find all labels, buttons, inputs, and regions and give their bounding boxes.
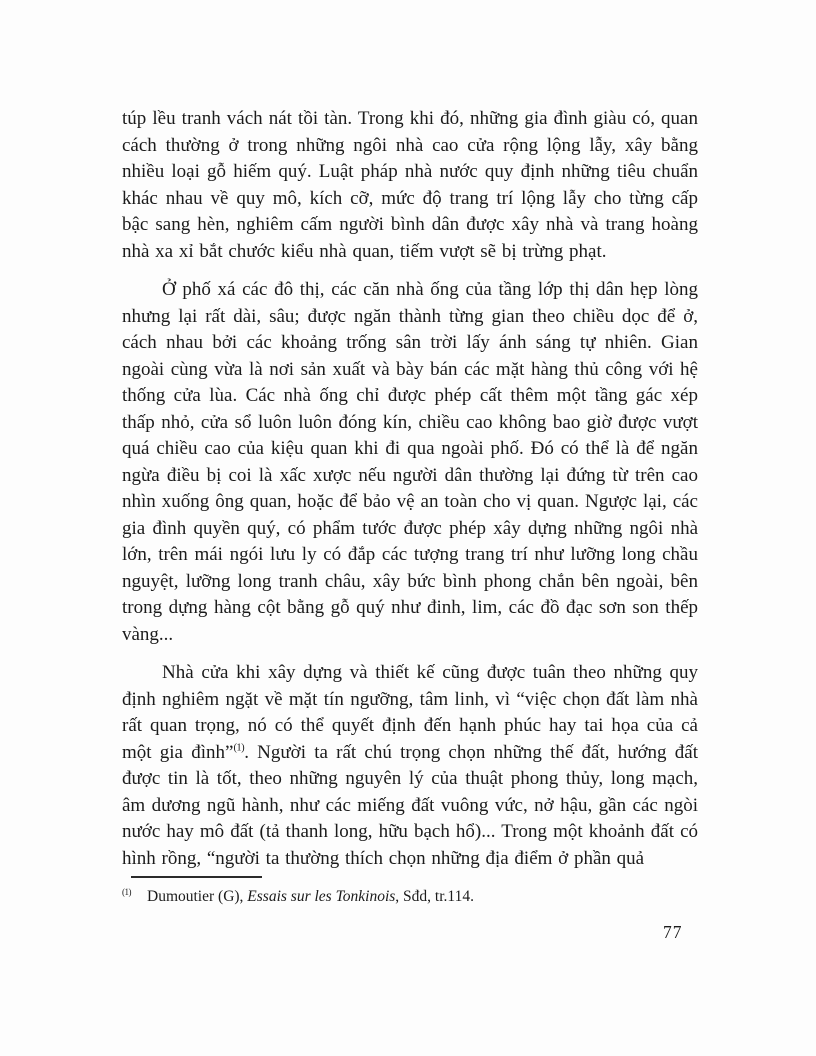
- footnote-citation-title: Essais sur les Tonkinois: [247, 888, 396, 905]
- paragraph-1: túp lều tranh vách nát tồi tàn. Trong khi đó, những gia đình giàu có, quan cách thường ở trong những ngôi nhà cao cửa rộng lộng lẫy, xây bằng nhiều loại gỗ hiếm quý. Luật pháp nhà nước quy định những tiêu chuẩn khác nhau về quy mô, kích cỡ, mức độ trang trí lộng lẫy cho từng cấp bậc sang hèn, nghiêm cấm người bình dân được xây nhà và trang hoàng nhà xa xỉ bắt chước kiểu nhà quan, tiếm vượt sẽ bị trừng phạt.: [122, 108, 698, 262]
- paragraph-3-text: Nhà cửa khi xây dựng và thiết kế cũng được tuân theo những quy định nghiêm ngặt về mặt tín ngưỡng, tâm linh, vì “việc chọn đất làm nhà rất quan trọng, nó có thể quyết định đến hạnh phúc hay tai họa của cả một gia đình”: [122, 662, 698, 763]
- paragraph-2: Ở phố xá các đô thị, các căn nhà ống của tầng lớp thị dân hẹp lòng nhưng lại rất dài, sâu; được ngăn thành từng gian theo chiều dọc để ở, cách nhau bởi các khoảng trống sân trời lấy ánh sáng tự nhiên. Gian ngoài cùng vừa là nơi sản xuất và bày bán các mặt hàng thủ công với hệ thống cửa lùa. Các nhà ống chỉ được phép cất thêm một tầng gác xép thấp nhỏ, cửa sổ luôn luôn đóng kín, chiều cao không bao giờ được vượt quá chiều cao của kiệu quan khi đi qua ngoài phố. Đó có thể là để ngăn ngừa điều bị coi là xấc xược nếu người dân thường lại đứng từ trên cao nhìn xuống ông quan, hoặc để bảo vệ an toàn cho vị quan. Ngược lại, các gia đình quyền quý, có phẩm tước được phép xây dựng những ngôi nhà lớn, trên mái ngói lưu ly có đắp các tượng trang trí như lưỡng long chầu nguyệt, lưỡng long tranh châu, xây bức bình phong chắn bên ngoài, bên trong dựng hàng cột bằng gỗ quý như đinh, lim, các đồ đạc sơn son thếp vàng...: [122, 279, 698, 645]
- paragraph-3: [122, 660, 698, 872]
- footnote-author: Dumoutier (G),: [147, 888, 248, 905]
- footnote-marker: (1): [122, 886, 131, 897]
- footnote: [122, 886, 698, 907]
- footnote-separator-rule: [131, 876, 262, 878]
- footnote-tail: , Sđd, tr.114.: [395, 888, 474, 905]
- page-number: 77: [663, 922, 683, 942]
- paragraph-3-continued: . Người ta rất chú trọng chọn những thế đất, hướng đất được tin là tốt, theo những nguyên lý của thuật phong thủy, long mạch, âm dương ngũ hành, như các miếng đất vuông vức, nở hậu, gần các ngòi nước hay mô đất (tả thanh long, hữu bạch hổ)... Trong một khoảnh đất có hình rồng, “người ta thường thích chọn những địa điểm ở phần quả: [122, 741, 698, 869]
- body-text: [122, 106, 698, 884]
- footnote-reference: (1): [233, 742, 245, 754]
